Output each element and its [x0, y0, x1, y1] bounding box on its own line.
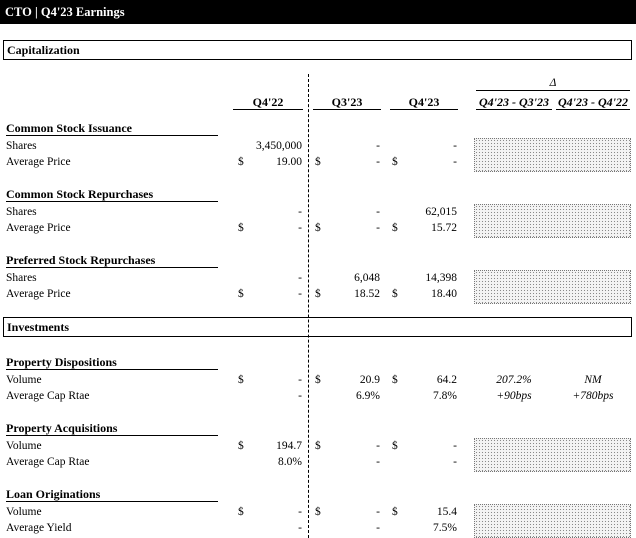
currency-symbol-q4-23: $ [392, 288, 398, 300]
group-title: Common Stock Repurchases [6, 187, 218, 202]
value-q3-23: 20.9 [359, 374, 380, 386]
value-q4-22: - [298, 522, 302, 534]
period-divider [308, 74, 309, 538]
currency-symbol-q3-23: $ [315, 156, 321, 168]
not-applicable-shading [474, 138, 631, 172]
group-title: Preferred Stock Repurchases [6, 253, 218, 268]
currency-symbol-q4-23: $ [392, 440, 398, 452]
row-label: Shares [6, 140, 37, 152]
value-q4-23: - [453, 440, 457, 452]
delta-yoy-value: NM [584, 374, 602, 386]
value-q4-22: - [298, 206, 302, 218]
currency-symbol-q4-22: $ [238, 222, 244, 234]
value-q4-22: - [298, 272, 302, 284]
column-header-q4-23: Q4'23 [390, 95, 458, 110]
row-label: Volume [6, 374, 42, 386]
value-q4-23: - [453, 456, 457, 468]
value-q4-22: 8.0% [278, 456, 302, 468]
value-q3-23: - [376, 522, 380, 534]
value-q3-23: - [376, 440, 380, 452]
value-q3-23: - [376, 506, 380, 518]
value-q4-23: 15.4 [436, 506, 457, 518]
delta-header: Δ [476, 76, 630, 91]
row-label: Average Price [6, 288, 71, 300]
group-title: Property Acquisitions [6, 421, 218, 436]
group-title: Property Dispositions [6, 355, 218, 370]
value-q4-23: 7.8% [433, 390, 457, 402]
group-title: Loan Originations [6, 487, 218, 502]
section-header-capitalization: Capitalization [3, 40, 632, 60]
value-q4-22: - [298, 288, 302, 300]
currency-symbol-q3-23: $ [315, 222, 321, 234]
row-label: Average Price [6, 156, 71, 168]
value-q4-23: 62,015 [425, 206, 457, 218]
value-q4-22: 3,450,000 [256, 140, 302, 152]
value-q3-23: - [376, 156, 380, 168]
not-applicable-shading [474, 438, 631, 472]
not-applicable-shading [474, 270, 631, 304]
value-q3-23: - [376, 456, 380, 468]
currency-symbol-q3-23: $ [315, 288, 321, 300]
value-q4-23: - [453, 156, 457, 168]
value-q4-22: - [298, 374, 302, 386]
section-header-investments: Investments [3, 317, 632, 337]
value-q4-22: - [298, 506, 302, 518]
value-q4-23: 7.5% [433, 522, 457, 534]
value-q4-22: 194.7 [276, 440, 302, 452]
delta-qoq-value: 207.2% [496, 374, 532, 386]
currency-symbol-q4-23: $ [392, 506, 398, 518]
not-applicable-shading [474, 504, 631, 538]
group-title: Common Stock Issuance [6, 121, 218, 136]
value-q4-23: 18.40 [431, 288, 457, 300]
value-q4-23: 64.2 [436, 374, 457, 386]
value-q4-23: - [453, 140, 457, 152]
value-q4-22: - [298, 222, 302, 234]
row-label: Average Price [6, 222, 71, 234]
delta-yoy-value: +780bps [572, 390, 614, 402]
row-label: Volume [6, 506, 42, 518]
row-label: Average Yield [6, 522, 72, 534]
currency-symbol-q4-22: $ [238, 506, 244, 518]
delta-qoq-value: +90bps [496, 390, 532, 402]
currency-symbol-q4-22: $ [238, 288, 244, 300]
row-label: Average Cap Rtae [6, 456, 90, 468]
value-q4-23: 15.72 [431, 222, 457, 234]
value-q3-23: - [376, 140, 380, 152]
currency-symbol-q4-23: $ [392, 374, 398, 386]
value-q3-23: 6,048 [354, 272, 380, 284]
row-label: Shares [6, 206, 37, 218]
column-header-delta-yoy: Q4'23 - Q4'22 [558, 95, 628, 109]
value-q4-22: - [298, 390, 302, 402]
value-q3-23: - [376, 222, 380, 234]
not-applicable-shading [474, 204, 631, 238]
currency-symbol-q3-23: $ [315, 506, 321, 518]
page-title: CTO | Q4'23 Earnings [0, 0, 636, 24]
value-q4-22: 19.00 [276, 156, 302, 168]
currency-symbol-q3-23: $ [315, 374, 321, 386]
column-header-delta-qoq: Q4'23 - Q3'23 [476, 95, 552, 110]
value-q4-23: 14,398 [425, 272, 457, 284]
currency-symbol-q4-22: $ [238, 440, 244, 452]
row-label: Volume [6, 440, 42, 452]
row-label: Shares [6, 272, 37, 284]
column-header-q4-22: Q4'22 [233, 95, 303, 110]
currency-symbol-q3-23: $ [315, 440, 321, 452]
currency-symbol-q4-23: $ [392, 156, 398, 168]
currency-symbol-q4-22: $ [238, 374, 244, 386]
currency-symbol-q4-22: $ [238, 156, 244, 168]
row-label: Average Cap Rtae [6, 390, 90, 402]
value-q3-23: 6.9% [356, 390, 380, 402]
value-q3-23: 18.52 [354, 288, 380, 300]
column-header-q3-23: Q3'23 [313, 95, 381, 110]
value-q3-23: - [376, 206, 380, 218]
currency-symbol-q4-23: $ [392, 222, 398, 234]
